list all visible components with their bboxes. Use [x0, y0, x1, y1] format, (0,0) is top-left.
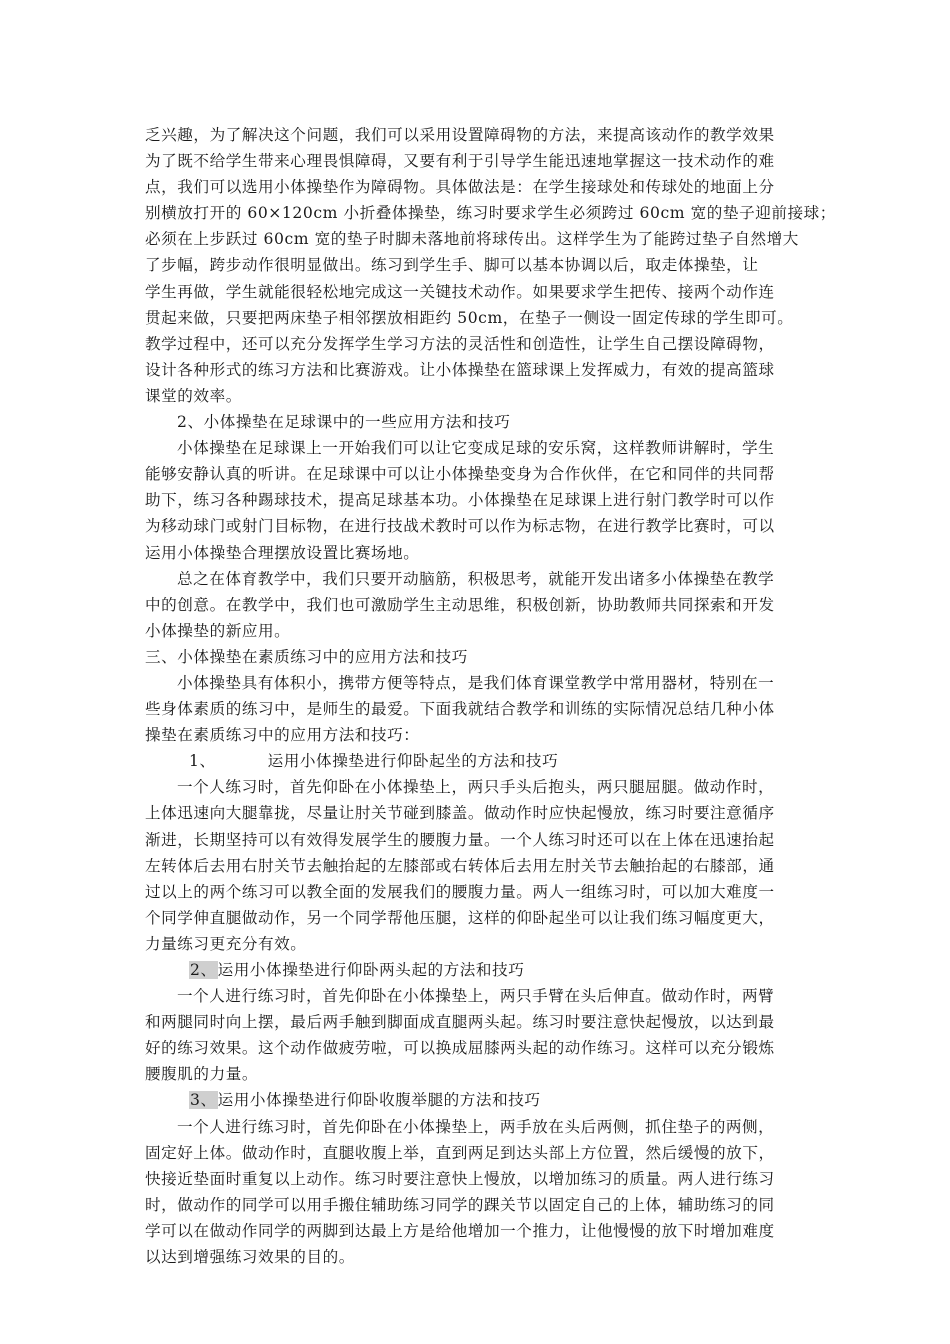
text-line: 教学过程中，还可以充分发挥学生学习方法的灵活性和创造性，让学生自己摆设障碍物，: [145, 334, 775, 353]
text-line: 总之在体育教学中，我们只要开动脑筋，积极思考，就能开发出诸多小体操垫在教学: [177, 569, 775, 588]
text-line: 学生再做，学生就能很轻松地完成这一关键技术动作。如果要求学生把传、接两个动作连: [145, 282, 775, 301]
text-line: 为了既不给学生带来心理畏惧障碍，又要有利于引导学生能迅速地掌握这一技术动作的难: [145, 152, 775, 171]
text-line: 一个人进行练习时，首先仰卧在小体操垫上，两手放在头后两侧，抓住垫子的两侧，: [177, 1117, 775, 1136]
section-heading: 三、小体操垫在素质练习中的应用方法和技巧: [145, 647, 468, 666]
text-line: 腰腹肌的力量。: [145, 1065, 259, 1084]
subsection-number: 1、: [189, 752, 216, 771]
text-line: 一个人练习时，首先仰卧在小体操垫上，两只手头后抱头，两只腿屈腿。做动作时，: [177, 778, 775, 797]
text-line: 能够安静认真的听讲。在足球课中可以让小体操垫变身为合作伙伴，在它和同伴的共同帮: [145, 465, 775, 484]
text-line: 一个人进行练习时，首先仰卧在小体操垫上，两只手臂在头后伸直。做动作时，两臂: [177, 987, 775, 1006]
text-line: 助下，练习各种踢球技术，提高足球基本功。小体操垫在足球课上进行射门教学时可以作: [145, 491, 775, 510]
text-line: 个同学伸直腿做动作，另一个同学帮他压腿，这样的仰卧起坐可以让我们练习幅度更大，: [145, 908, 775, 927]
text-line: 上体迅速向大腿靠拢，尽量让肘关节碰到膝盖。做动作时应快起慢放，练习时要注意循序: [145, 804, 775, 823]
text-line: 了步幅，跨步动作很明显做出。练习到学生手、脚可以基本协调以后，取走体操垫，让: [145, 256, 759, 275]
text-line: 运用小体操垫合理摆放设置比赛场地。: [145, 543, 420, 562]
text-line: 中的创意。在教学中，我们也可激励学生主动思维，积极创新，协助教师共同探索和开发: [145, 595, 775, 614]
text-line: 别横放打开的 60×120cm 小折叠体操垫，练习时要求学生必须跨过 60cm 宽的垫子迎前接球；: [145, 204, 836, 223]
text-line: 小体操垫的新应用。: [145, 621, 291, 640]
text-line: 小体操垫具有体积小，携带方便等特点，是我们体育课堂教学中常用器材，特别在一: [177, 673, 775, 692]
subsection-number: 3、: [190, 1091, 217, 1110]
text-line: 点，我们可以选用小体操垫作为障碍物。具体做法是：在学生接球处和传球处的地面上分: [145, 178, 775, 197]
text-line: 力量练习更充分有效。: [145, 934, 307, 953]
text-line: 操垫在素质练习中的应用方法和技巧：: [145, 726, 420, 745]
text-line: 设计各种形式的练习方法和比赛游戏。让小体操垫在篮球课上发挥威力，有效的提高篮球: [145, 360, 775, 379]
text-line: 些身体素质的练习中，是师生的最爱。下面我就结合教学和训练的实际情况总结几种小体: [145, 700, 775, 719]
text-line: 乏兴趣，为了解决这个问题，我们可以采用设置障碍物的方法，来提高该动作的教学效果: [145, 126, 775, 144]
subsection-title: 运用小体操垫进行仰卧两头起的方法和技巧: [217, 961, 525, 979]
section-heading: 2、小体操垫在足球课中的一些应用方法和技巧: [177, 413, 511, 432]
text-line: 过以上的两个练习可以教全面的发展我们的腰腹力量。两人一组练习时，可以加大难度一: [145, 882, 775, 901]
text-line: 为移动球门或射门目标物，在进行技战术教时可以作为标志物，在进行教学比赛时，可以: [145, 517, 775, 536]
text-line: 学可以在做动作同学的两脚到达最上方是给他增加一个推力，让他慢慢的放下时增加难度: [145, 1221, 775, 1240]
text-line: 以达到增强练习效果的目的。: [145, 1248, 355, 1267]
document-body: [145, 122, 836, 1270]
text-line: 课堂的效率。: [145, 386, 242, 405]
text-line: 渐进，长期坚持可以有效得发展学生的腰腹力量。一个人练习时还可以在上体在迅速抬起: [145, 830, 775, 849]
text-line: 必须在上步跃过 60cm 宽的垫子时脚未落地前将球传出。这样学生为了能跨过垫子自然增大: [145, 230, 799, 249]
text-line: 小体操垫在足球课上一开始我们可以让它变成足球的安乐窝，这样教师讲解时，学生: [177, 439, 775, 458]
text-line: 时，做动作的同学可以用手搬住辅助练习同学的踝关节以固定自己的上体，辅助练习的同: [145, 1195, 775, 1214]
subsection-heading: [145, 748, 815, 774]
text-line: 好的练习效果。这个动作做疲劳啦，可以换成屈膝两头起的动作练习。这样可以充分锻炼: [145, 1039, 775, 1058]
text-line: 和两腿同时向上摆，最后两手触到脚面成直腿两头起。练习时要注意快起慢放，以达到最: [145, 1013, 775, 1032]
text-line: 固定好上体。做动作时，直腿收腹上举，直到两足到达头部上方位置，然后缓慢的放下，: [145, 1143, 775, 1162]
text-line: 左转体后去用右肘关节去触抬起的左膝部或右转体后去用左肘关节去触抬起的右膝部，通: [145, 856, 775, 875]
subsection-number: 2、: [190, 961, 217, 979]
subsection-title: 运用小体操垫进行仰卧起坐的方法和技巧: [267, 752, 559, 771]
text-line: 快接近垫面时重复以上动作。练习时要注意快上慢放，以增加练习的质量。两人进行练习: [145, 1169, 775, 1188]
subsection-heading: [145, 957, 815, 983]
subsection-title: 运用小体操垫进行仰卧收腹举腿的方法和技巧: [217, 1091, 541, 1110]
subsection-heading: [145, 1087, 815, 1113]
text-line: 贯起来做，只要把两床垫子相邻摆放相距约 50cm，在垫子一侧设一固定传球的学生即可。: [145, 308, 794, 327]
